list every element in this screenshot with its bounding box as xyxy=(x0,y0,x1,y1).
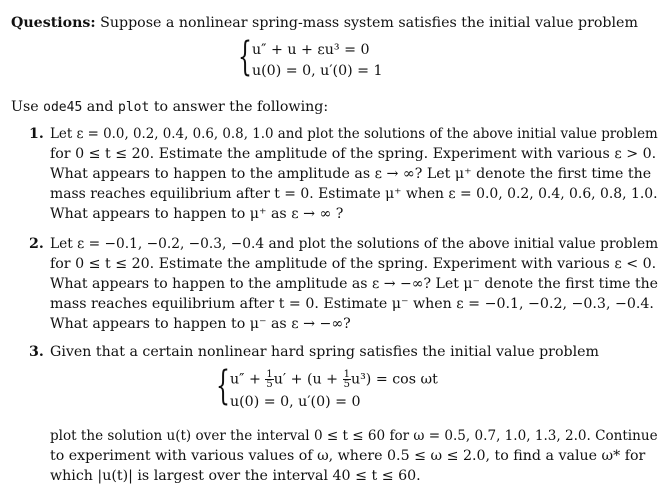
q1-number: 1. xyxy=(29,126,44,142)
q2-line-3: What appears to happen to the amplitude as ε → −∞? Let μ⁻ denote the first time the xyxy=(50,276,659,292)
q3-line-2: to experiment with various values of ω, where 0.5 ≤ ω ≤ 2.0, to find a value ω* for xyxy=(50,448,646,464)
fraction-denominator: 5 xyxy=(266,379,273,390)
fraction-numerator-2: 1 xyxy=(343,369,350,380)
intro-line xyxy=(11,14,638,32)
q3-intro: Given that a certain nonlinear hard spring satisfies the initial value problem xyxy=(50,344,599,360)
q1-line-5: What appears to happen to μ⁺ as ε → ∞ ? xyxy=(50,206,344,222)
system2-eq1-part-b: u′ + (u + xyxy=(273,371,343,388)
q2-line-1: Let ε = −0.1, −0.2, −0.3, −0.4 and plot the solutions of the above initial value problem xyxy=(50,236,659,252)
q1-line-2: for 0 ≤ t ≤ 20. Estimate the amplitude of the spring. Experiment with various ε > 0. xyxy=(50,146,657,162)
intro-text: Suppose a nonlinear spring-mass system satisfies the initial value problem xyxy=(100,15,638,31)
system2-eq1 xyxy=(230,370,438,390)
fraction-denominator-2: 5 xyxy=(343,379,350,390)
plot-command: plot xyxy=(118,100,150,115)
q2-line-5: What appears to happen to μ⁻ as ε → −∞? xyxy=(50,316,351,332)
system2-eq2: u(0) = 0, u′(0) = 0 xyxy=(230,394,361,410)
instruction-line xyxy=(11,98,328,117)
system2-brace: { xyxy=(216,363,230,409)
instruction-prefix: Use xyxy=(11,99,44,115)
system2-eq1-part-a: u″ + xyxy=(230,371,266,388)
instruction-suffix: to answer the following: xyxy=(149,99,329,115)
system1-brace: { xyxy=(238,34,252,80)
system2-eq1-part-c: u³) = cos ωt xyxy=(350,371,438,388)
q2-line-4: mass reaches equilibrium after t = 0. Estimate μ⁻ when ε = −0.1, −0.2, −0.3, −0.4. xyxy=(50,296,654,312)
q3-line-3: which |u(t)| is largest over the interval 40 ≤ t ≤ 60. xyxy=(50,468,421,484)
q2-number: 2. xyxy=(29,236,44,252)
questions-label: Questions: xyxy=(11,15,96,31)
q3-number: 3. xyxy=(29,344,44,360)
q1-line-3: What appears to happen to the amplitude as ε → ∞? Let μ⁺ denote the first time the xyxy=(50,166,652,182)
fraction-one-fifth-2 xyxy=(343,370,351,389)
system1-eq2: u(0) = 0, u′(0) = 1 xyxy=(252,63,383,79)
q1-line-4: mass reaches equilibrium after t = 0. Estimate μ⁺ when ε = 0.0, 0.2, 0.4, 0.6, 0.8, 1.0. xyxy=(50,186,658,202)
q2-line-2: for 0 ≤ t ≤ 20. Estimate the amplitude of the spring. Experiment with various ε < 0. xyxy=(50,256,657,272)
fraction-one-fifth xyxy=(265,370,273,389)
ode45-command: ode45 xyxy=(43,100,83,115)
q1-line-1: Let ε = 0.0, 0.2, 0.4, 0.6, 0.8, 1.0 and plot the solutions of the above initial value problem xyxy=(50,126,658,142)
instruction-mid: and xyxy=(82,99,118,115)
system1-eq1: u″ + u + εu³ = 0 xyxy=(252,42,370,58)
q3-line-1: plot the solution u(t) over the interval 0 ≤ t ≤ 60 for ω = 0.5, 0.7, 1.0, 1.3, 2.0. Continue xyxy=(50,428,658,444)
fraction-numerator: 1 xyxy=(266,369,273,380)
